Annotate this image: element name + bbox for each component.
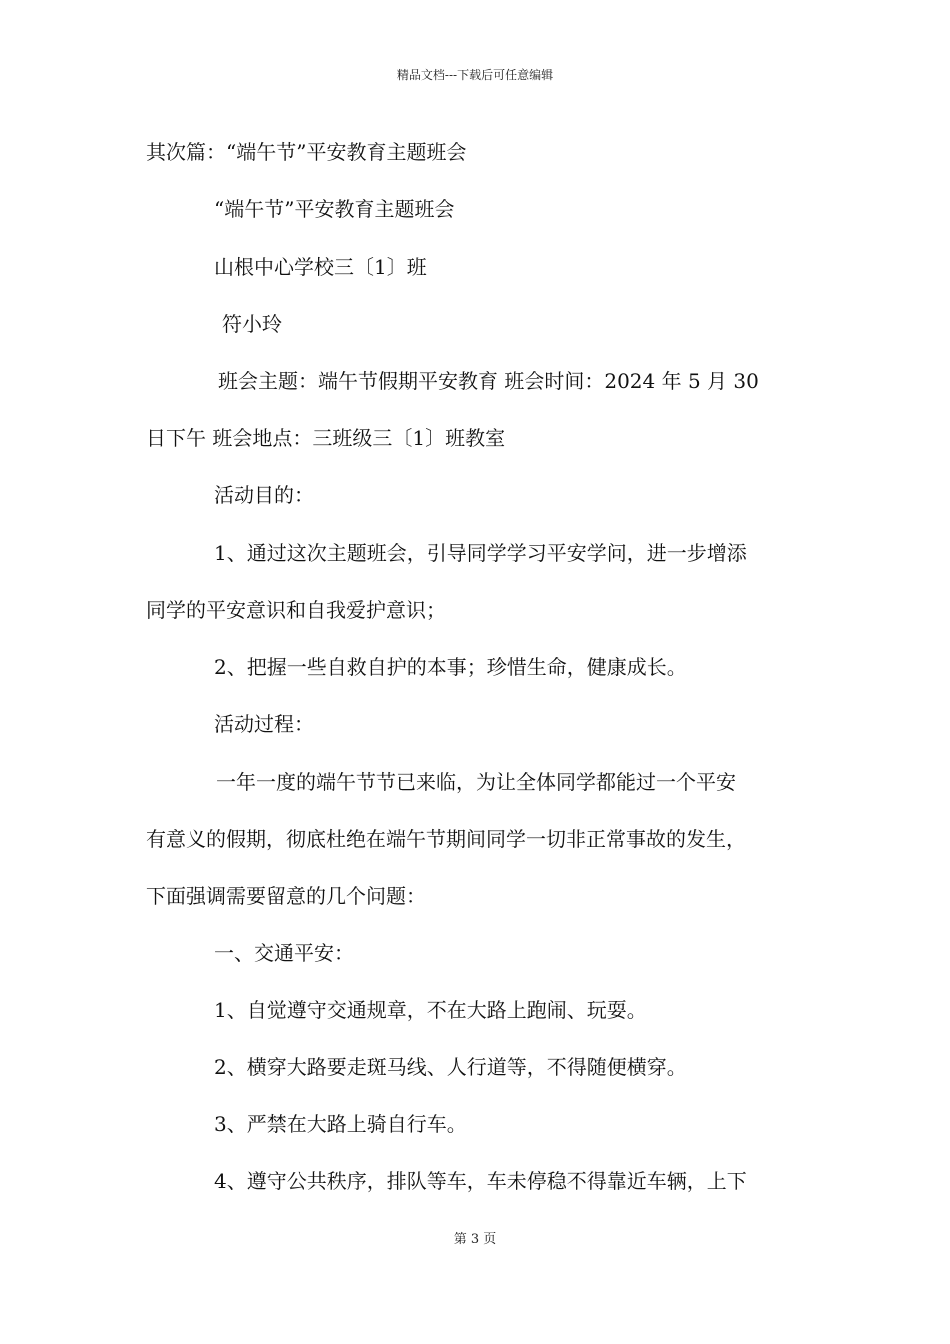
paragraph-line: 一年一度的端午节节已来临，为让全体同学都能过一个平安 xyxy=(216,770,736,794)
list-item: 1、自觉遵守交通规章，不在大路上跑闹、玩耍。 xyxy=(214,998,647,1022)
school-class: 山根中心学校三〔1〕班 xyxy=(214,255,427,279)
meeting-info-line: 日下午 班会地点：三班级三〔1〕班教室 xyxy=(146,426,506,450)
heading-process: 活动过程： xyxy=(214,712,314,736)
meeting-info-line: 班会主题：端午节假期平安教育 班会时间：2024 年 5 月 30 xyxy=(218,369,759,393)
paragraph-line: 下面强调需要留意的几个问题： xyxy=(146,884,426,908)
list-item: 2、横穿大路要走斑马线、人行道等，不得随便横穿。 xyxy=(214,1055,687,1079)
paragraph-line: 有意义的假期，彻底杜绝在端午节期间同学一切非正常事故的发生， xyxy=(146,827,746,851)
page-number: 第 3 页 xyxy=(453,1232,497,1247)
page-header: 精品文档---下载后可任意编辑 xyxy=(396,68,554,82)
author-name: 符小玲 xyxy=(222,312,282,336)
paragraph-line: 2、把握一些自救自护的本事；珍惜生命，健康成长。 xyxy=(214,655,687,679)
document-title: “端午节”平安教育主题班会 xyxy=(214,197,455,221)
paragraph-line: 同学的平安意识和自我爱护意识； xyxy=(146,598,446,622)
section-title: 其次篇：“端午节”平安教育主题班会 xyxy=(146,140,467,164)
paragraph-line: 1、通过这次主题班会，引导同学学习平安学问，进一步增添 xyxy=(214,541,747,565)
list-item: 4、遵守公共秩序，排队等车，车未停稳不得靠近车辆，上下 xyxy=(214,1169,747,1193)
heading-purpose: 活动目的： xyxy=(214,483,314,507)
heading-traffic-safety: 一、交通平安： xyxy=(214,941,354,965)
list-item: 3、严禁在大路上骑自行车。 xyxy=(214,1112,467,1136)
